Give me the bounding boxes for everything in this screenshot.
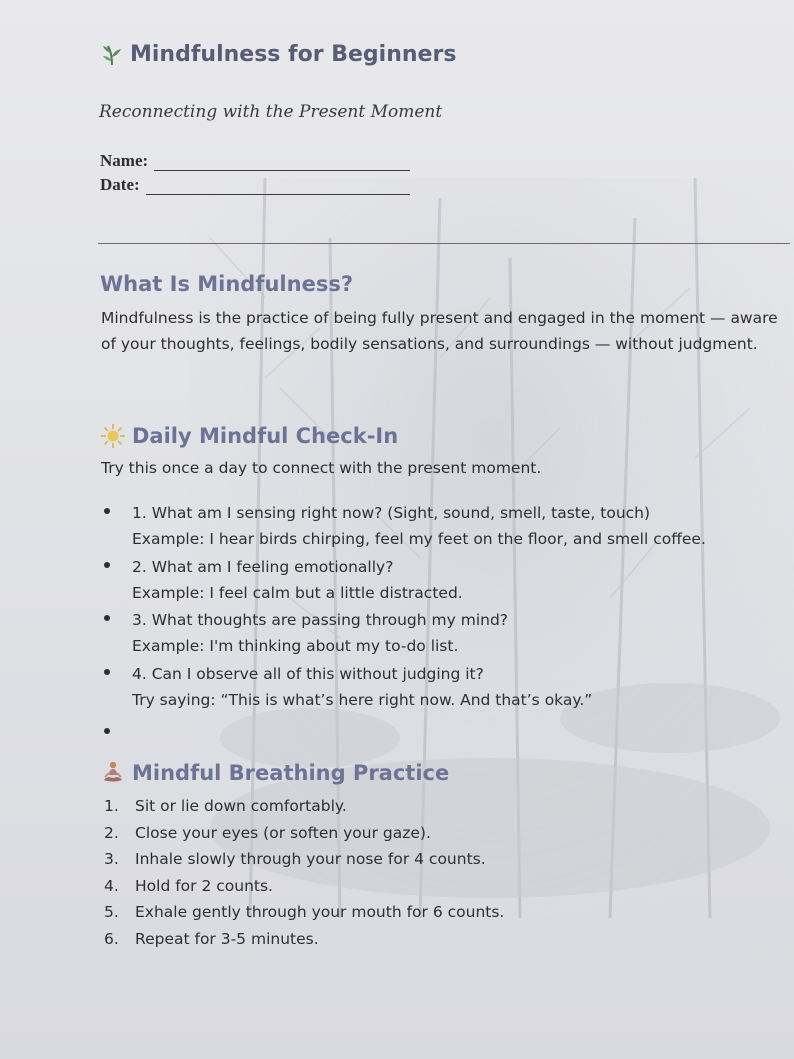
step-number: 4. (104, 876, 119, 895)
check-in-item (100, 554, 790, 608)
step-text: Hold for 2 counts. (135, 876, 273, 895)
breathing-step (104, 873, 504, 900)
check-in-item (100, 607, 790, 661)
check-in-question: 2. What am I feeling emotionally? (132, 557, 394, 576)
check-in-example: Example: I feel calm but a little distracted. (132, 583, 463, 602)
check-in-question: 4. Can I observe all of this without judging it? (132, 664, 484, 683)
name-field[interactable] (100, 151, 410, 171)
check-in-question: 1. What am I sensing right now? (Sight, sound, smell, taste, touch) (132, 504, 651, 522)
breathing-step (104, 846, 504, 873)
name-blank-line[interactable] (154, 156, 410, 171)
breathing-step (104, 793, 504, 820)
document-subtitle: Reconnecting with the Present Moment (99, 102, 443, 122)
breathing-steps (104, 793, 504, 952)
check-in-question: 3. What thoughts are passing through my mind? (132, 611, 509, 629)
date-label: Date: (100, 175, 140, 194)
bullet-dot (104, 669, 110, 675)
check-in-heading-text: Daily Mindful Check-In (132, 424, 399, 448)
check-in-item (100, 661, 790, 715)
breathing-step (104, 820, 504, 847)
step-text: Exhale gently through your mouth for 6 counts. (135, 903, 505, 921)
step-number: 1. (104, 797, 119, 815)
step-text: Repeat for 3-5 minutes. (135, 929, 319, 948)
bullet-dot (104, 508, 110, 514)
meditation-icon (100, 760, 126, 786)
date-blank-line[interactable] (146, 180, 410, 195)
what-is-body (101, 305, 791, 357)
name-label: Name: (100, 151, 149, 170)
check-in-heading (100, 423, 398, 449)
bullet-dot (104, 562, 110, 568)
step-text: Sit or lie down comfortably. (135, 797, 347, 815)
check-in-example: Try saying: “This is what’s here right now. And that’s okay.” (132, 690, 593, 709)
empty-bullet-dot (104, 728, 110, 734)
step-number: 6. (104, 929, 119, 948)
step-number: 5. (104, 903, 119, 921)
document-title (100, 42, 456, 67)
step-text: Close your eyes (or soften your gaze). (135, 823, 431, 842)
document-title-text: Mindfulness for Beginners (130, 42, 457, 67)
what-is-body-line-1: Mindfulness is the practice of being fully present and engaged in the moment — aware (101, 309, 778, 327)
check-in-example: Example: I hear birds chirping, feel my feet on the floor, and smell coffee. (132, 530, 706, 548)
date-field[interactable] (100, 175, 410, 195)
breathing-heading (100, 760, 449, 786)
breathing-heading-text: Mindful Breathing Practice (132, 761, 450, 785)
what-is-heading: What Is Mindfulness? (100, 272, 353, 296)
check-in-list (100, 500, 790, 714)
sun-icon (100, 423, 126, 449)
check-in-item (100, 500, 790, 554)
section-divider (98, 243, 790, 244)
check-in-example: Example: I'm thinking about my to-do list. (132, 637, 459, 655)
bullet-dot (104, 615, 110, 621)
what-is-body-line-2: of your thoughts, feelings, bodily sensations, and surroundings — without judgment. (101, 335, 758, 353)
breathing-step (104, 899, 504, 926)
step-number: 2. (104, 823, 119, 842)
check-in-intro: Try this once a day to connect with the present moment. (101, 459, 542, 477)
step-number: 3. (104, 850, 119, 868)
step-text: Inhale slowly through your nose for 4 counts. (135, 850, 486, 868)
herb-icon (100, 43, 124, 67)
breathing-step (104, 926, 504, 953)
